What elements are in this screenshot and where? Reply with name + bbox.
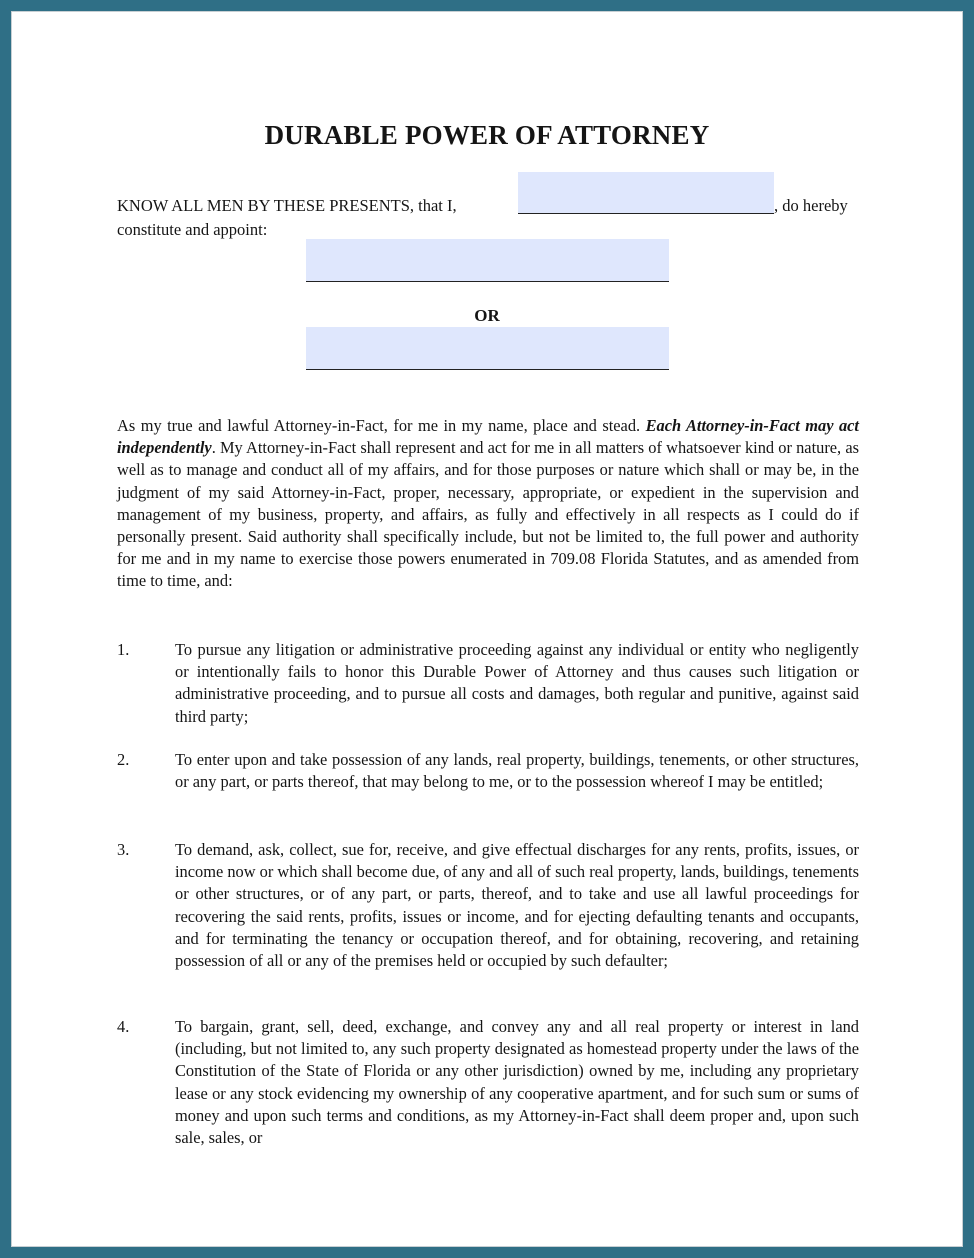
item-text: To pursue any litigation or administrative proceeding against any individual or entity who negligently or intentionally fails to honor this Durable Power of Attorney and thus causes such litigation or administrative proceeding, and to pursue all costs and damages, both regular and punitive, against said third party; [175, 640, 859, 726]
para-rest: . My Attorney-in-Fact shall represent and act for me in all matters of whatsoever kind or nature, as well as to manage and conduct all of my affairs, and for those purposes or nature which shall or may be, in the judgment of my said Attorney-in-Fact, proper, necessary, appropriate, or expedient in the supervision and management of my business, property, and affairs, as fully and effectively in all respects as I could do if personally present. Said authority shall specifically include, but not be limited to, the full power and authority for me and in my name to exercise those powers enumerated in 709.08 Florida Statutes, and as amended from time to time, and: [117, 438, 859, 591]
or-separator: OR [474, 306, 500, 325]
intro-line-2: constitute and appoint: [117, 220, 268, 239]
item-number: 1. [117, 640, 130, 659]
intro-prefix: KNOW ALL MEN BY THESE PRESENTS, that I, [117, 196, 457, 215]
document-title: DURABLE POWER OF ATTORNEY [264, 120, 710, 150]
item-number: 3. [117, 840, 130, 859]
item-text: To enter upon and take possession of any lands, real property, buildings, tenements, or other structures, or any part, or parts thereof, that may belong to me, or to the possession whereof I may be entitled; [175, 750, 859, 792]
document-page [11, 11, 963, 1247]
list-item [117, 749, 859, 793]
list-item [117, 1016, 859, 1149]
intro-suffix: , do hereby [774, 196, 848, 215]
para-lead: As my true and lawful Attorney-in-Fact, for me in my name, place and stead. [117, 416, 646, 435]
item-number: 4. [117, 1017, 130, 1036]
item-text: To bargain, grant, sell, deed, exchange, and convey any and all real property or interest in land (including, but not limited to, any such property designated as homestead property under the laws of the Constitution of the State of Florida or any other jurisdiction) owned by me, including any proprietary lease or any stock evidencing my ownership of any cooperative apartment, and for such sum or sums of money and upon such terms and conditions, as my Attorney-in-Fact shall deem proper and, upon such sale, sales, or [175, 1017, 859, 1148]
item-number: 2. [117, 750, 130, 769]
agent-1-name-field[interactable] [306, 239, 669, 282]
para-italic: Each Attorney-in-Fact may act independently [117, 416, 859, 458]
item-text: To demand, ask, collect, sue for, receive, and give effectual discharges for any rents, profits, issues, or income now or which shall become due, of any and all of such real property, lands, buildings, tenements or other structures, or of any part, or parts, thereof, and to take and use all lawful proceedings for recovering the said rents, profits, issues or income, and for ejecting defaulting tenants and occupants, and for terminating the tenancy or occupation thereof, and for obtaining, recovering, and retaining possession of all or any of the premises held or occupied by such defaulter; [175, 840, 859, 971]
list-item [117, 639, 859, 728]
principal-name-field[interactable] [518, 172, 774, 214]
authority-paragraph [117, 415, 859, 593]
list-item [117, 839, 859, 972]
agent-2-name-field[interactable] [306, 327, 669, 370]
